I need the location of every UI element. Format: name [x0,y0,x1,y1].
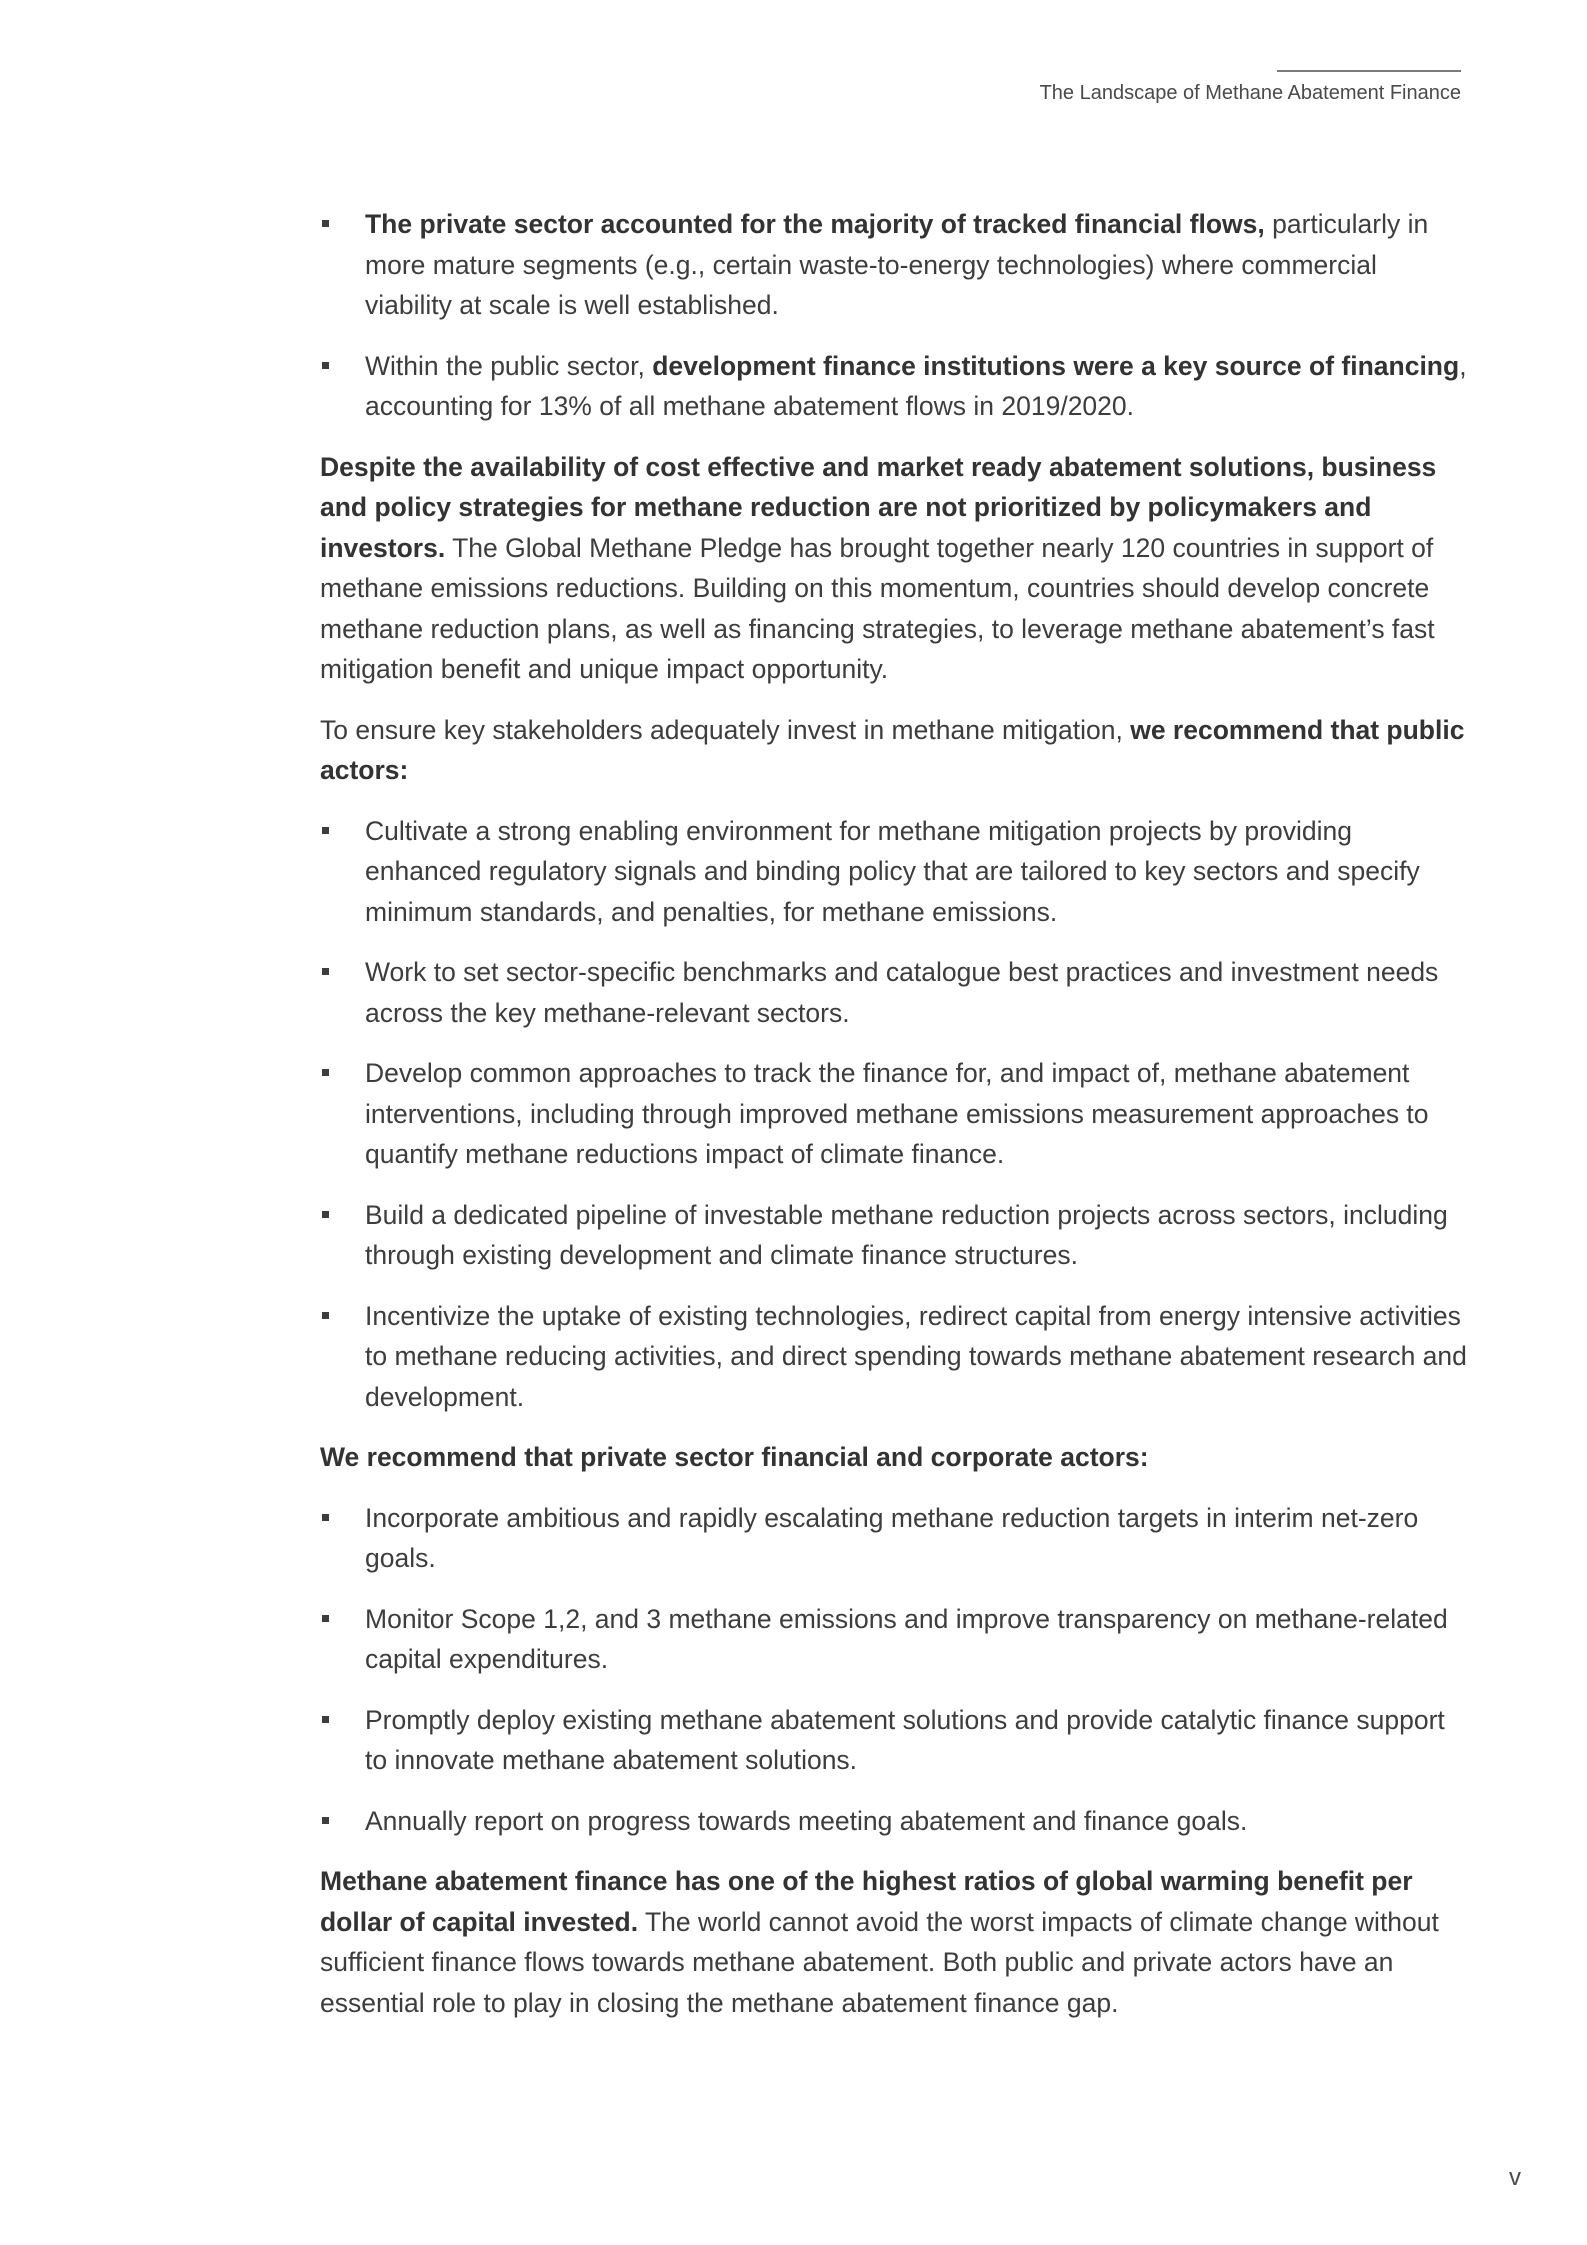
list-item [320,346,1470,427]
list-item: Build a dedicated pipeline of investable methane reduction projects across sectors, including through existing development and climate finance structures. [320,1195,1470,1276]
paragraph-bold-lead: Despite the availability of cost effective and market ready abatement solutions, business and policy strategies for methane reduction are not prioritized by policymakers and investors. [320,451,1437,563]
paragraph-public-actors-intro [320,710,1470,791]
bullet-text: Within the public sector, [365,350,653,381]
header-rule [1277,70,1461,72]
findings-list [320,204,1470,427]
list-item: Work to set sector-specific benchmarks and catalogue best practices and investment needs across the key methane-relevant sectors. [320,952,1470,1033]
list-item: Cultivate a strong enabling environment for methane mitigation projects by providing enhanced regulatory signals and binding policy that are tailored to key sectors and specify minimum standards, and penalties, for methane emissions. [320,811,1470,933]
paragraph-methane-strategies [320,447,1470,690]
paragraph-bold-text: we recommend that public actors: [320,714,1465,785]
list-item: Annually report on progress towards meeting abatement and finance goals. [320,1801,1470,1842]
list-item: Develop common approaches to track the finance for, and impact of, methane abatement interventions, including through improved methane emissions measurement approaches to quantify methane reductions impact of climate finance. [320,1053,1470,1175]
list-item: Incentivize the uptake of existing technologies, redirect capital from energy intensive activities to methane reducing activities, and direct spending towards methane abatement research and development. [320,1296,1470,1418]
private-actor-recommendations [320,1498,1470,1842]
heading-bold-text: We recommend that private sector financial and corporate actors: [320,1442,1149,1472]
list-item: Monitor Scope 1,2, and 3 methane emissions and improve transparency on methane-related capital expenditures. [320,1599,1470,1680]
list-item: Incorporate ambitious and rapidly escalating methane reduction targets in interim net-zero goals. [320,1498,1470,1579]
bullet-bold-text: development finance institutions were a key source of financing [652,350,1460,381]
bullet-text: particularly in more mature segments (e.g., certain waste-to-energy technologies) where commercial viability at scale is well established. [365,209,1429,320]
paragraph-text: The Global Methane Pledge has brought together nearly 120 countries in support of methane emissions reductions. Building on this momentum, countries should develop concrete methane reduction plans, as well as financing strategies, to leverage methane abatement’s fast mitigation benefit and unique impact opportunity. [320,532,1435,684]
page-number: v [1509,2164,1521,2191]
paragraph-bold-lead: Methane abatement finance has one of the highest ratios of global warming benefit per dollar of capital invested. [320,1866,1413,1937]
paragraph-text: To ensure key stakeholders adequately invest in methane mitigation, [320,714,1131,745]
page-content [320,204,1470,2043]
running-header: The Landscape of Methane Abatement Finance [1039,82,1461,104]
paragraph-conclusion [320,1861,1470,2023]
list-item: Promptly deploy existing methane abatement solutions and provide catalytic finance support to innovate methane abatement solutions. [320,1700,1470,1781]
bullet-text: , accounting for 13% of all methane abatement flows in 2019/2020. [365,350,1467,421]
private-actors-heading [320,1437,1470,1478]
list-item [320,204,1470,326]
paragraph-text: The world cannot avoid the worst impacts of climate change without sufficient finance flows towards methane abatement. Both public and private actors have an essential role to play in closing the methane abatement finance gap. [320,1906,1439,2018]
bullet-bold-text: The private sector accounted for the majority of tracked financial flows, [365,209,1265,239]
public-actor-recommendations [320,811,1470,1418]
